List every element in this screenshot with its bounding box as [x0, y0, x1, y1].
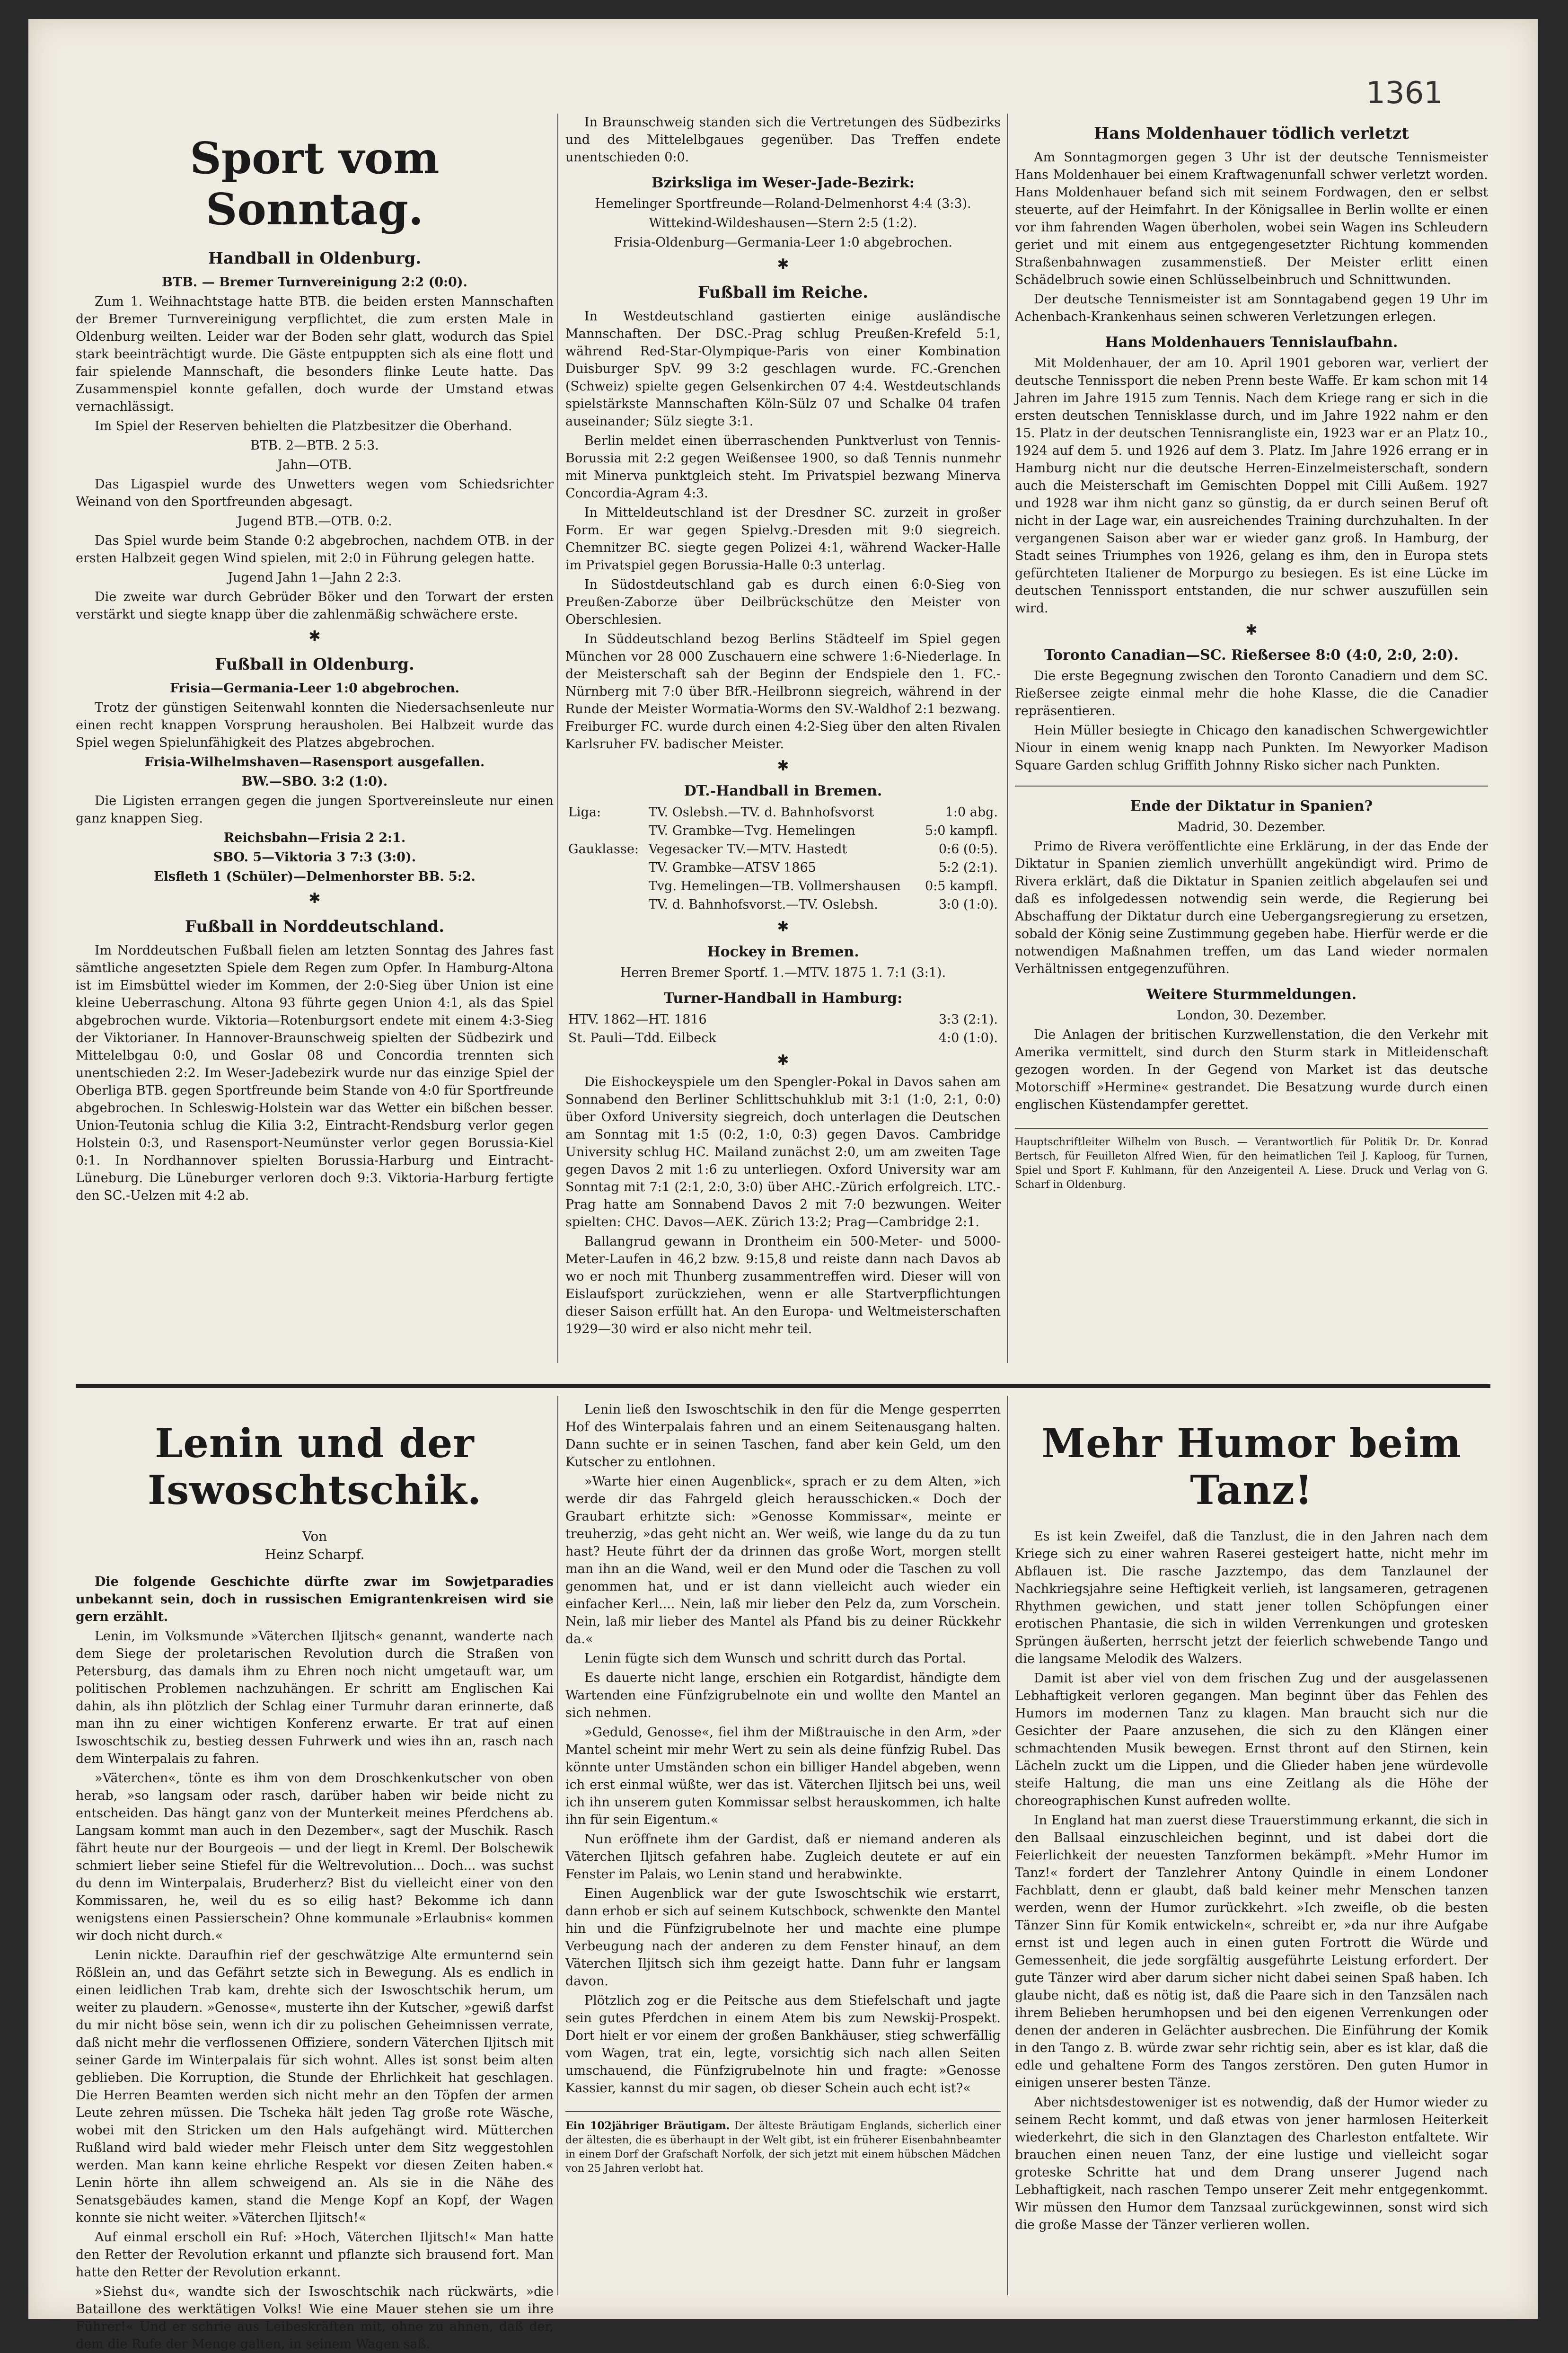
match-cell: Tvg. Hemelingen—TB. Vollmershausen: [648, 879, 901, 893]
table-row: [565, 1010, 1001, 1029]
article-title: Mehr Humor beim Tanz!: [1041, 1420, 1462, 1513]
article-paragraph: Das Ligaspiel wurde des Unwetters wegen vom Schiedsrichter Weinand von den Sportfreunden abgesagt.: [76, 477, 554, 509]
article-paragraph: In Braunschweig standen sich die Vertretungen des Südbezirks und des Mittelelbgaues gegenüber. Das Treffen endete unentschieden 0:0.: [565, 115, 1001, 165]
column-rule: [557, 114, 558, 1363]
section-divider: [76, 1384, 1490, 1388]
article-paragraph: Im Spiel der Reserven behielten die Platzbesitzer die Oberhand.: [95, 419, 512, 433]
section-heading: Ende der Diktatur in Spanien?: [1130, 798, 1373, 814]
column-rule: [1007, 1396, 1008, 2295]
score-cell: 1:0 abg.: [945, 805, 998, 820]
column-rule: [557, 1396, 558, 2295]
article-paragraph: Die Anlagen der britischen Kurzwellenstation, die den Verkehr mit Amerika vermittelt, sind durch den Sturm stark in Mitleidenschaft gezogen worden. In der Gegend von Market ist das deutsche Motorschiff »Hermine« gestrandet. Die Besatzung wurde durch einen englischen Küstendampfer gerettet.: [1015, 1027, 1488, 1112]
column-rule: [1007, 114, 1008, 1363]
league-cell: [565, 822, 646, 840]
article-paragraph: Am Sonntagmorgen gegen 3 Uhr ist der deutsche Tennismeister Hans Moldenhauer bei einem Kraftwagenunfall schwer verletzt worden. Hans Moldenhauer befand sich mit seinem Fordwagen, den er selbst steuerte, auf der Heimfahrt. In der Königsallee in Berlin wollte er einen vor ihm fahrenden Wagen überholen, wobei sein Wagen ins Schleudern geriet und mit einem aus entgegengesetzter Richtung kommenden Straßenbahnwagen zusammenstieß. Der Meister erlitt einen Schädelbruch sowie einen Schlüsselbeinbruch und Schnittwunden.: [1015, 150, 1488, 287]
dateline: London, 30. Dezember.: [1176, 1008, 1327, 1023]
match-result: Jugend Jahn 1—Jahn 2 2:3.: [228, 570, 402, 585]
article-paragraph: Im Norddeutschen Fußball fielen am letzten Sonntag des Jahres fast sämtliche angesetzten Spiele dem Regen zum Opfer. In Hamburg-Altona ist im Eimsbüttel wieder im Kommen, der 2:0-Sieg über Union ist eine kleine Ueberraschung. Altona 93 führte gegen Union 4:1, als das Spiel abgebrochen wurde. Viktoria—Rotenburgsort endete mit einem 4:3-Sieg der Viktorianer. In Hannover-Braunschweig spielten der Südbezirk und Mittelelbgau 0:0, und Goslar 08 und Concordia trennten sich unentschieden 2:2. Im Weser-Jadebezirk wurde nur das einzige Spiel der Oberliga BTB. gegen Sportfreunde beim Stande von 4:0 für Sportfreunde abgebrochen. In Schleswig-Holstein war das Wetter ein bißchen besser. Union-Teutonia schlug die Kilia 3:2, Eintracht-Rendsburg verlor gegen Holstein 0:3, und Rasensport-Neumünster verlor gegen Borussia-Kiel 0:1. In Nordhannover spielten Borussia-Harburg und Eintracht-Lüneburg. Die Lüneburger verloren doch 9:3. Viktoria-Harburg fertigte den SC.-Uelzen mit 4:2 ab.: [76, 943, 554, 1203]
article-paragraph: Lenin, im Volksmunde »Väterchen Iljitsch« genannt, wanderte nach dem Siege der proletarischen Revolution durch die Straßen von Petersburg, das damals ihm zu Ehren noch nicht umgetauft war, um politischen Problemen nachzuhängen. Er schritt am Englischen Kai dahin, als ihn plötzlich der Schlag einer Turmuhr daran erinnerte, daß man ihn zu einer wichtigen Konferenz erwarte. Er trat auf einen Iswoschtschik zu, bestieg dessen Fuhrwerk und wies ihn an, rasch nach dem Winterpalais zu fahren.: [76, 1629, 554, 1766]
score-cell: 3:3 (2:1).: [938, 1012, 998, 1027]
byline: [76, 1528, 554, 1564]
feuilleton-column-right: [1015, 1401, 1488, 2300]
results-table: [565, 1010, 1001, 1047]
results-table: [565, 803, 1001, 914]
article-paragraph: In England hat man zuerst diese Trauerstimmung erkannt, die sich in den Ballsaal einzuschleichen beginnt, und ist dabei dort die Feierlichkeit der neuesten Tanzformen bekämpft. »Mehr Humor im Tanz!« fordert der Tanzlehrer Antony Quindle in einem Londoner Fachblatt, denn er glaubt, daß bald keiner mehr Menschen tanzen werden, wenn der Humor zurückkehrt. »Ich zweifle, ob die besten Tänzer Sinn für Komik entwickeln«, schreibt er, »da nur ihre Aufgabe ernst ist und legen auch in einen guten Fortrott die Würde und Gemessenheit, die jede sorgfältig ausgeführte Leistung erfordert. Der gute Tänzer wird aber darum sicher nicht dabei seinen Spaß haben. Ich glaube nicht, daß es nötig ist, daß die Paare sich in den Tanzsälen nach ihrem Belieben herumhopsen und bei den eigenen Verrenkungen oder denen der anderen in Gelächter ausbrechen. Die Einführung der Komik in den Tango z. B. würde zwar sehr richtig sein, aber es ist klar, daß die edle und gehaltene Form des Tangos zerstören. Den guten Humor in einigen unserer besten Tänze.: [1015, 1813, 1488, 2090]
match-cell: St. Pauli—Tdd. Eilbeck: [568, 1031, 716, 1045]
score-cell: 5:0 kampfl.: [925, 823, 998, 838]
section-heading: Bzirksliga im Weser-Jade-Bezirk:: [652, 175, 915, 191]
article-paragraph: Einen Augenblick war der gute Iswoschtschik wie erstarrt, dann erhob er sich auf seinem Kutschbock, schwenkte den Mantel hin und die Fünfzigrubelnote her und machte eine plumpe Verbeugung nach der anderen zu dem Fenster hinauf, an dem Väterchen Iljitsch sich ihm gezeigt hatte. Dann fuhr er langsam davon.: [565, 1886, 1001, 1989]
article-paragraph: Der deutsche Tennismeister ist am Sonntagabend gegen 19 Uhr im Achenbach-Krankenhaus seinen schweren Verletzungen erlegen.: [1015, 292, 1488, 324]
match-result: Elsfleth 1 (Schüler)—Delmenhorster BB. 5:2.: [154, 869, 476, 884]
short-note: [565, 2119, 1001, 2176]
match-result: Hemelinger Sportfreunde—Roland-Delmenhorst 4:4 (3:3).: [595, 196, 971, 211]
match-cell: TV. Grambke—ATSV 1865: [648, 860, 816, 875]
league-cell: Liga:: [568, 805, 601, 820]
article-paragraph: Damit ist aber viel von dem frischen Zug und der ausgelassenen Lebhaftigkeit verloren gegangen. Man beginnt über das Fehlen des Humors im modernen Tanz zu klagen. Man braucht sich nur die Gesichter der Paare anzusehen, die sich zu den Klängen einer schmachtenden Musik bewegen. Ernst thront auf den Stirnen, kein Lächeln zuckt um die Lippen, und die Glieder haben jene würdevolle steife Haltung, die man uns eine Zeitlang als die Höhe der choreographischen Kunst aufreden wollte.: [1015, 1671, 1488, 1808]
article-paragraph: In Südostdeutschland gab es durch einen 6:0-Sieg von Preußen-Zaborze über Deilbrückschütze den Meister von Oberschlesien.: [565, 577, 1001, 627]
section-heading: Hans Moldenhauer tödlich verletzt: [1094, 124, 1409, 143]
score-cell: 4:0 (1:0).: [938, 1031, 998, 1045]
article-paragraph: »Warte hier einen Augenblick«, sprach er zu dem Alten, »ich werde dir das Fahrgeld gleich herausschicken.« Doch der Graubart erhitzte sich: »Genosse Kommissar«, meinte er treuherzig, »das geht nicht an. Wer weiß, wie lange du da zu tun hast? Heute führt der da drinnen das große Wort, morgen stellt man ihn an die Wand, weil er den Mund oder die Taschen zu voll genommen hat, und er ist dann vielleicht auch wieder ein einfacher Kerl.... Nein, laß mir lieber den Pelz da, zum Vorschein. Nein, laß mir lieber des Mantel als Pfand bis zu deiner Rückkehr da.«: [565, 1474, 1001, 1646]
section-heading: Handball in Oldenburg.: [208, 249, 422, 268]
league-cell: Gauklasse:: [568, 842, 639, 857]
article-paragraph: Ballangrud gewann in Drontheim ein 500-Meter- und 5000-Meter-Laufen in 46,2 bzw. 9:15,8 und reiste dann nach Davos ab wo er noch mit Thunberg zusammentreffen wird. Dieser will von Eislaufsport zurückziehen, wenn er alle Startverpflichtungen dieser Saison erfüllt hat. An den Europa- und Weltmeisterschaften 1929—30 wird er also nicht mehr teil.: [565, 1234, 1001, 1336]
separator-star: ✱: [1245, 622, 1258, 638]
short-note-text: Der älteste Bräutigam Englands, sicherlich einer der ältesten, die es überhaupt in der Welt gibt, ist ein früherer Eisenbahnbeamter in einem Dorf der Grafschaft Norfolk, der sich jetzt mit einem hübschen Mädchen von 25 Jahren verlobt hat.: [565, 2120, 1001, 2175]
article-paragraph: Die Ligisten errangen gegen die jungen Sportvereinsleute nur einen ganz knappen Sieg.: [76, 794, 554, 826]
match-cell: TV. d. Bahnhofsvorst.—TV. Oslebsh.: [648, 897, 878, 912]
match-result: SBO. 5—Viktoria 3 7:3 (3:0).: [213, 850, 416, 865]
section-heading: Weitere Sturmmeldungen.: [1146, 986, 1357, 1003]
feuilleton-column-left: [76, 1401, 554, 2352]
article-paragraph: Mit Moldenhauer, der am 10. April 1901 geboren war, verliert der deutsche Tennissport die neben Prenn beste Waffe. Er kam schon mit 14 Jahren im Jahre 1915 zum Tennis. Nach dem Kriege rang er sich in die ersten deutschen Tennisklasse durch, und im Jahre 1922 nahm er den 15. Platz in der deutschen Tennisrangliste ein, 1923 war er an Platz 10., 1924 auf dem 5. und 1926 auf dem 3. Platz. Im Jahre 1926 errang er in Hamburg nicht nur die deutsche Herren-Einzelmeisterschaft, sondern auch die Meisterschaft im Gemischten Doppel mit Cilli Außem. 1927 und 1928 war ihm nicht ganz so günstig, da er durch seinen Beruf oft nicht in der Lage war, ein ausreichendes Training durchzuhalten. In der vergangenen Saison aber war er wieder ganz groß. In Hamburg, der Stadt seines Triumphes von 1926, gelang es ihm, den in Europa stets gefürchteten Italiener de Morpurgo zu besiegen. Es ist eine Lücke im deutschen Tennissport entstanden, die nur schwer auszufüllen sein wird.: [1015, 356, 1488, 616]
match-result: Herren Bremer Sportf. 1.—MTV. 1875 1. 7:1 (3:1).: [620, 965, 946, 980]
article-paragraph: Das Spiel wurde beim Stande 0:2 abgebrochen, nachdem OTB. in der ersten Halbzeit gegen Wind spielen, mit 2:0 in Führung gelegen hatte.: [76, 533, 554, 566]
score-cell: 5:2 (2:1).: [938, 860, 998, 875]
score-cell: 0:6 (0:5).: [938, 842, 998, 857]
article-paragraph: Auf einmal erscholl ein Ruf: »Hoch, Väterchen Iljitsch!« Man hatte den Retter der Revolution erkannt und pflanzte sich brausend fort. Man hatte den Retter der Revolution erkannt.: [76, 2230, 554, 2280]
news-column-right: [1015, 114, 1488, 1368]
separator-star: ✱: [777, 1052, 789, 1069]
separator-star: ✱: [777, 919, 789, 935]
feuilleton-column-middle: [565, 1401, 1001, 2300]
short-note-title: Ein 102jähriger Bräutigam.: [565, 2120, 730, 2132]
article-paragraph: In Mitteldeutschland ist der Dresdner SC. zurzeit in großer Form. Er war gegen Spielvg.-Dresden mit 9:0 siegreich. Chemnitzer BC. siegte gegen Polizei 4:1, während Wacker-Halle im Privatspiel gegen Borussia-Halle 0:3 unterlag.: [565, 505, 1001, 573]
table-row: [565, 858, 1001, 877]
article-paragraph: Trotz der günstigen Seitenwahl konnten die Niedersachsenleute nur einen recht knappen Vorsprung herausholen. Bei Halbzeit wurde das Spiel wegen Spielunfähigkeit des Platzes abgebrochen.: [76, 700, 554, 750]
section-heading: Fußball in Norddeutschland.: [185, 917, 445, 936]
score-cell: 3:0 (1:0).: [938, 897, 998, 912]
article-paragraph: Es dauerte nicht lange, erschien ein Rotgardist, händigte dem Wartenden eine Fünfzigrubelnote ein und wollte den Mantel an sich nehmen.: [565, 1671, 1001, 1720]
page-number: 1361: [1366, 76, 1443, 111]
article-paragraph: Die erste Begegnung zwischen den Toronto Canadiern und dem SC. Rießersee zeigte einmal mehr die hohe Klasse, die die Canadier repräsentieren.: [1015, 669, 1488, 718]
article-paragraph: Lenin ließ den Iswoschtschik in den für die Menge gesperrten Hof des Winterpalais fahren und an einem Seitenausgang halten. Dann suchte er in seinen Taschen, fand aber kein Geld, um den Kutscher zu entlohnen.: [565, 1402, 1001, 1469]
article-paragraph: In Westdeutschland gastierten einige ausländische Mannschaften. Der DSC.-Prag schlug Preußen-Krefeld 5:1, während Red-Star-Olympique-Paris von einer Kombination Duisburger SpV. 99 3:2 geschlagen wurde. FC.-Grenchen (Schweiz) spielte gegen Gelsenkirchen 07 4:4. Westdeutschlands spielstärkste Mannschaften Köln-Sülz 07 und Schalke 04 trafen auseinander; Sülz siegte 3:1.: [565, 309, 1001, 429]
league-cell: [565, 877, 646, 895]
section-heading: Hockey in Bremen.: [707, 944, 859, 960]
table-row: [565, 840, 1001, 858]
match-cell: TV. Oslebsh.—TV. d. Bahnhofsvorst: [648, 805, 874, 820]
impressum: Hauptschriftleiter Wilhelm von Busch. — Verantwortlich für Politik Dr. Dr. Konrad Bertsch, für Feuilleton Alfred Wien, für den heimatlichen Teil J. Kaploog, für Turnen, Spiel und Sport F. Kuhlmann, für den Anzeigenteil A. Liese. Druck und Verlag von G. Scharf in Oldenburg.: [1015, 1136, 1488, 1191]
article-paragraph: Zum 1. Weihnachtstage hatte BTB. die beiden ersten Mannschaften der Bremer Turnvereinigung verpflichtet, die zum ersten Male in Oldenburg weilten. Leider war der Boden sehr glatt, wodurch das Spiel stark beeinträchtigt wurde. Die Gäste entpuppten sich als eine flott und fair spielende Mannschaft, die besonders flinke Leute hatte. Das Zusammenspiel konnte gefallen, doch wurde der Umstand etwas vernachlässigt.: [76, 294, 554, 414]
article-paragraph: Aber nichtsdestoweniger ist es notwendig, daß der Humor wieder zu seinem Recht kommt, und daß etwas von jener harmlosen Heiterkeit wiederkehrt, die sich in den Glanztagen des Charleston entfaltete. Wir brauchen einen neuen Tanz, der eine lustige und vielleicht sogar groteske Schritte hat und dem Drang unserer Jugend nach Lebhaftigkeit, nach raschen Tempo unserer Zeit mehr entgegenkommt. Wir müssen den Humor dem Tanzsaal zurückgewinnen, sonst wird sich die große Masse der Tänzer verlieren wollen.: [1015, 2095, 1488, 2232]
article-paragraph: Plötzlich zog er die Peitsche aus dem Stiefelschaft und jagte sein gutes Pferdchen in einem Atem bis zum Newskij-Prospekt. Dort hielt er vor einem der großen Bankhäuser, stieg schwerfällig vom Wagen, trat ein, legte, vorsichtig sich nach allen Seiten umschauend, die Fünfzigrubelnote hin und fragte: »Genosse Kassier, kannst du mir sagen, ob dieser Schein auch echt ist?«: [565, 1993, 1001, 2096]
article-paragraph: Die zweite war durch Gebrüder Böker und den Torwart der ersten verstärkt und siegte knapp über die zahlenmäßig schwächere erste.: [76, 590, 554, 622]
league-cell: [565, 858, 646, 877]
match-cell: HTV. 1862—HT. 1816: [568, 1012, 707, 1027]
newspaper-page: [28, 19, 1538, 2352]
section-heading: Turner-Handball in Hamburg:: [663, 990, 903, 1007]
article-paragraph: »Siehst du«, wandte sich der Iswoschtschik nach rückwärts, »die Bataillone des werktätigen Volks! Wie eine Mauer stehen sie um ihre Führer!« Und er schrie aus Leibeskräften mit, ohne zu ahnen, daß der, dem die Rufe der Menge galten, in seinem Wagen saß.: [76, 2284, 554, 2352]
table-row: [565, 1029, 1001, 1047]
article-paragraph: Es ist kein Zweifel, daß die Tanzlust, die in den Jahren nach dem Kriege sich zu einer wahren Raserei gesteigert hatte, nicht mehr im Abflauen ist. Die rasche Jazztempo, das dem Tanzlaunel der Nachkriegsjahre seine Heftigkeit verlieh, ist langsameren, getragenen Rhythmen gewichen, und statt jener tollen Schöpfungen einer erotischen Phantasie, die sich in wilden Verrenkungen und grotesken Sprüngen äußerten, herrscht jetzt der feierlich schwebende Tango und die langsame Melodik des Walzers.: [1015, 1529, 1488, 1666]
dateline: Madrid, 30. Dezember.: [1177, 820, 1326, 834]
article-paragraph: Primo de Rivera veröffentlichte eine Erklärung, in der das Ende der Diktatur in Spanien ziemlich unverhüllt angekündigt wird. Primo de Rivera erklärt, daß die Diktatur in Spanien zeitlich abgelaufen sei und daß es infolgedessen notwendig sein werde, die Regierung bei Abschaffung der Diktatur durch eine Uebergangsregierung zu ersetzen, sobald der König seine Zustimmung gegeben habe. Hierfür werde er die notwendigen Maßnahmen treffen, um das Land wieder normalen Verhältnissen entgegenzuführen.: [1015, 839, 1488, 976]
article-paragraph: Lenin nickte. Daraufhin rief der geschwätzige Alte ermunternd sein Rößlein an, und das Gefährt setzte sich in Bewegung. Als es endlich in einen leidlichen Trab kam, drehte sich der Iswoschtschik herum, um weiter zu plaudern. »Genosse«, musterte ihn der Kutscher, »gewiß darfst du mir nicht böse sein, wenn ich dir zu polischen Geheimnissen verrate, daß nicht mehr die verflossenen Offiziere, sondern Väterchen Iljitsch mit seiner Garde im Winterpalais für sich wohnt. Alles ist sonst beim alten geblieben. Die Korruption, die Stunde der Ehrlichkeit hat geschlagen. Die Herren Beamten werden sich nicht mehr an den Töpfen der armen Leute zehren müssen. Die Tscheka hält jeden Tag große rote Wäsche, wobei mit den Stricken um den Hals aufgehängt wird. Mütterchen Rußland wird bald wieder mehr Fleisch unter dem Sitz weggestohlen werden. Man kann keine ehrliche Respekt vor diesen Zeiten haben.« Lenin hörte ihn allem schweigend an. Als sie in die Nähe des Senatsgebäudes kamen, stand die Menge Kopf an Kopf, der Wagen konnte sie nicht weiter. »Väterchen Iljitsch!«: [76, 1948, 554, 2225]
section-heading: Fußball im Reiche.: [698, 283, 868, 302]
match-result: Jahn—OTB.: [277, 458, 352, 472]
match-result: BW.—SBO. 3:2 (1:0).: [241, 774, 388, 789]
separator-star: ✱: [308, 890, 321, 907]
article-paragraph: Die Eishockeyspiele um den Spengler-Pokal in Davos sahen am Sonnabend den Berliner Schlittschuhklub mit 3:1 (1:0, 2:1, 0:0) über Oxford University siegreich, doch unterlagen die Deutschen am Sonntag mit 1:5 (0:2, 1:0, 0:3) gegen Davos. Cambridge University schlug HC. Mailand zunächst 2:0, um am zweiten Tage gegen Davos 2 mit 1:6 zu unterliegen. Oxford University war am Sonntag mit 7:1 (2:1, 2:0, 3:0) über AHC.-Zürich erfolgreich. LTC.-Prag hatte am Sonnabend Davos 2 mit 7:0 bezwungen. Weiter spielten: CHC. Davos—AEK. Zürich 13:2; Prag—Cambridge 2:1.: [565, 1075, 1001, 1230]
article-paragraph: Hein Müller besiegte in Chicago den kanadischen Schwergewichtler Niour in einem wenig knapp nach Punkten. Im Newyorker Madison Square Garden schlug Griffith Johnny Risko sicher nach Punkten.: [1015, 723, 1488, 773]
section-heading: Toronto Canadian—SC. Rießersee 8:0 (4:0, 2:0, 2:0).: [1044, 647, 1459, 663]
article-paragraph: »Geduld, Genosse«, fiel ihm der Mißtrauische in den Arm, »der Mantel scheint mir mehr Wert zu sein als deine fünfzig Rubel. Das könnte unter Umständen schon ein billiger Handel abgeben, wenn ich erst einmal wüßte, wer das ist. Väterchen Iljitsch bei uns, weil ich ihn unserem guten Kommissar selbst herauskommen, ich halte ihn für sein Eigentum.«: [565, 1725, 1001, 1827]
article-paragraph: Nun eröffnete ihm der Gardist, daß er niemand anderen als Väterchen Iljitsch gefahren habe. Zugleich deutete er auf ein Fenster im Palais, wo Lenin stand und herabwinkte.: [565, 1832, 1001, 1882]
match-cell: Vegesacker TV.—MTV. Hastedt: [648, 842, 847, 857]
match-result: Frisia-Oldenburg—Germania-Leer 1:0 abgebrochen.: [614, 235, 952, 250]
article-paragraph: In Süddeutschland bezog Berlins Städteelf im Spiel gegen München vor 28 000 Zuschauern eine schwere 1:6-Niederlage. In der Meisterschaft sah der Beginn der Endspiele den 1. FC.-Nürnberg mit 7:0 über BfR.-Heilbronn siegreich, während in der Runde der Meister Wormatia-Worms den SV.-Waldhof 2:1 bezwang. Freiburger FC. wurde durch einen 4:2-Sieg über den alten Rivalen Karlsruher FV. badischer Meister.: [565, 632, 1001, 752]
match-result: Frisia—Germania-Leer 1:0 abgebrochen.: [170, 681, 459, 696]
byline-von: Von: [302, 1529, 327, 1544]
section-heading: Fußball in Oldenburg.: [215, 655, 414, 674]
table-row: [565, 822, 1001, 840]
table-row: [565, 877, 1001, 895]
sport-column-left: [76, 114, 554, 1368]
article-paragraph: Berlin meldet einen überraschenden Punktverlust von Tennis-Borussia mit 2:2 gegen Weißensee 1900, so daß Tennis nunmehr mit Minerva punktgleich steht. Im Privatspiel bezwang Minerva Concordia-Agram 4:3.: [565, 433, 1001, 501]
article-title: Lenin und der Iswoschtschik.: [147, 1420, 482, 1513]
match-cell: TV. Grambke—Tvg. Hemelingen: [648, 823, 855, 838]
match-result: Reichsbahn—Frisia 2 2:1.: [223, 831, 406, 845]
score-cell: 0:5 kampfl.: [925, 879, 998, 893]
separator-star: ✱: [308, 628, 321, 645]
section-heading: DT.-Handball in Bremen.: [684, 783, 882, 799]
section-heading: Hans Moldenhauers Tennislaufbahn.: [1105, 334, 1398, 351]
byline-author: Heinz Scharpf.: [264, 1547, 365, 1562]
match-result: Jugend BTB.—OTB. 0:2.: [237, 514, 392, 529]
article-paragraph: »Väterchen«, tönte es ihm von dem Droschkenkutscher von oben herab, »so langsam oder rasch, darüber haben wir beide nicht zu entscheiden. Das hängt ganz von der Munterkeit meines Pferdchens ab. Langsam kommt man auch in den Dezember«, sagt der Muschik. Rasch fährt heute nur der Bourgeois — und der liegt in Kreml. Der Bolschewik schmiert lieber seine Stiefel für die Weltrevolution... Doch... was suchst du denn im Winterpalais, Bruderherz? Bist du vielleicht einer von den Kommissaren, he, weil du es so eilig hast? Bekomme ich dann wenigstens einen Passierschein? Ohne kommunale »Erlaubnis« kommen wir doch nicht durch.«: [76, 1771, 554, 1943]
league-cell: [565, 895, 646, 914]
sport-title: Sport vom Sonntag.: [190, 133, 440, 235]
match-result: Frisia-Wilhelmshaven—Rasensport ausgefallen.: [144, 755, 485, 770]
article-paragraph: Lenin fügte sich dem Wunsch und schritt durch das Portal.: [584, 1651, 967, 1666]
article-intro: Die folgende Geschichte dürfte zwar im Sowjetparadies unbekannt sein, doch in russischen Emigrantenkreisen wird sie gern erzählt.: [76, 1575, 554, 1624]
match-result: BTB. 2—BTB. 2 5:3.: [250, 438, 379, 453]
match-result: BTB. — Bremer Turnvereinigung 2:2 (0:0).: [162, 275, 467, 290]
separator-star: ✱: [777, 256, 789, 273]
sport-column-middle: [565, 114, 1001, 1368]
table-row: [565, 803, 1001, 822]
table-row: [565, 895, 1001, 914]
separator-star: ✱: [777, 758, 789, 774]
divider: [1015, 786, 1488, 787]
match-result: Wittekind-Wildeshausen—Stern 2:5 (1:2).: [649, 216, 917, 230]
